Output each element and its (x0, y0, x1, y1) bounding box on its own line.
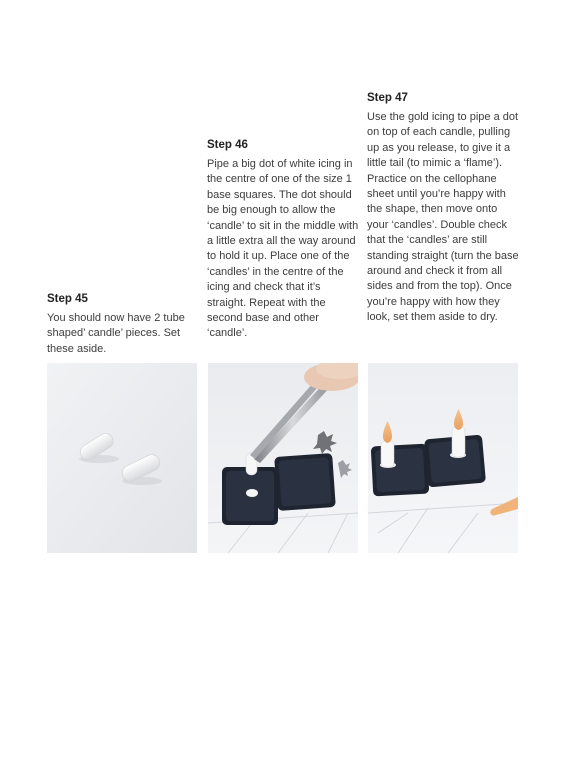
step-46-photo (208, 363, 358, 553)
step-text: Use the gold icing to pipe a dot on top of each candle, pulling up as you release, to give it a little tail (to mimic a ‘flame’). Practice on the cellophane sheet until you’re happy with the shape, then move onto your ‘candles’. Double check that the ‘candles’ are still standing straight (turn the base around and check it from all sides and from the top). Once you’re happy with how they look, set them aside to dry. (367, 111, 519, 324)
step-title: Step 45 (47, 293, 88, 305)
step-text: Pipe a big dot of white icing in the centre of one of the size 1 base squares. The dot should be big enough to allow the ‘candle’ to sit in the middle with a little extra all the way around to hold it up. Place one of the ‘candles’ in the centre of the icing and check that it’s straight. Repeat with the second base and other ‘candle’. (207, 158, 359, 340)
tweezers-image (208, 363, 358, 553)
step-text: You should now have 2 tube shaped’ candle’ pieces. Set these aside. (47, 312, 185, 355)
step-46 (207, 138, 359, 342)
flame-candles-image (368, 363, 518, 553)
step-title: Step 47 (367, 92, 408, 104)
step-45 (47, 292, 199, 357)
step-47-photo (368, 363, 518, 553)
step-45-photo (47, 363, 197, 553)
candle-tubes-image (47, 363, 197, 553)
step-47 (367, 91, 519, 326)
step-title: Step 46 (207, 139, 248, 151)
